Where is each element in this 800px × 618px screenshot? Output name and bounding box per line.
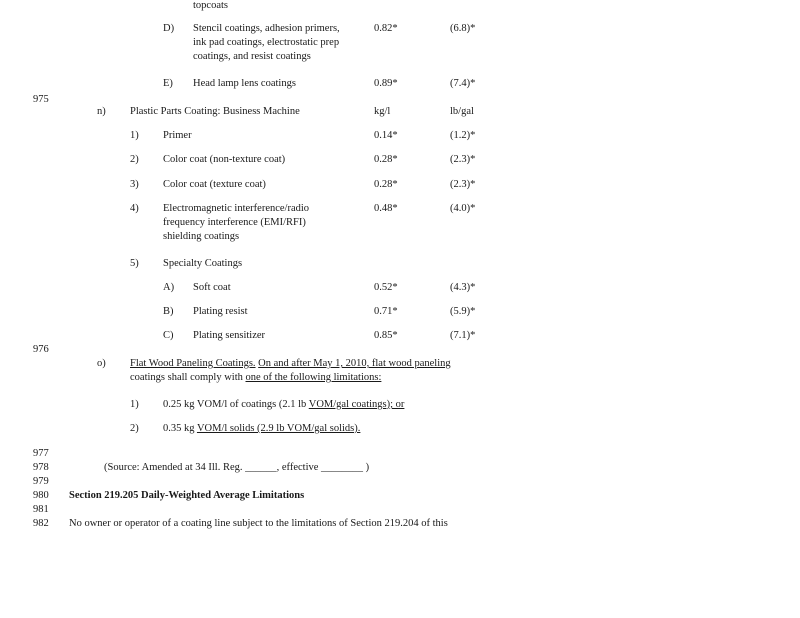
flat-wood-line2-pre: coatings shall comply with [130, 372, 243, 383]
line-number-979: 979 [33, 476, 49, 487]
line-number-975: 975 [33, 94, 49, 105]
o1-text [163, 398, 404, 412]
lb-unit: lb/gal [450, 106, 474, 117]
lb-value: (4.3)* [450, 282, 476, 293]
lb-value: (2.3)* [450, 154, 476, 165]
kg-value: 0.52* [374, 282, 398, 293]
item-desc: Color coat (non-texture coat) [163, 154, 286, 165]
item-number: 1) [130, 399, 139, 410]
kg-value: 0.71* [374, 306, 398, 317]
line-number-976: 976 [33, 344, 49, 355]
kg-value: 0.48* [374, 203, 398, 214]
lb-value: (5.9)* [450, 306, 476, 317]
item-desc-line: ink pad coatings, electrostatic prep [193, 37, 340, 48]
o2-text [163, 422, 360, 436]
section-heading: Section 219.205 Daily-Weighted Average Limitations [69, 490, 305, 501]
kg-value: 0.89* [374, 78, 398, 89]
lb-value: (2.3)* [450, 179, 476, 190]
item-desc-line: Stencil coatings, adhesion primers, [193, 23, 340, 34]
o2-pre: 0.35 kg [163, 423, 195, 434]
line-number-982: 982 [33, 518, 49, 529]
lb-value: (6.8)* [450, 23, 476, 34]
lb-value: (7.4)* [450, 78, 476, 89]
kg-unit: kg/l [374, 106, 391, 117]
item-desc-line: shielding coatings [163, 231, 240, 242]
item-desc: Color coat (texture coat) [163, 179, 266, 190]
item-desc: Plating sensitizer [193, 330, 266, 341]
line-number-978: 978 [33, 462, 49, 473]
lb-value: (7.1)* [450, 330, 476, 341]
topcoats-tail: topcoats [193, 0, 228, 11]
section-letter: o) [97, 358, 106, 369]
kg-value: 0.14* [374, 130, 398, 141]
kg-value: 0.28* [374, 154, 398, 165]
lb-value: (4.0)* [450, 203, 476, 214]
item-desc: Specialty Coatings [163, 258, 243, 269]
o1-pre: 0.25 kg VOM/l of coatings (2.1 lb [163, 399, 307, 410]
kg-value: 0.82* [374, 23, 398, 34]
item-letter: B) [163, 306, 174, 317]
flat-wood-paragraph [130, 357, 451, 371]
body-text: No owner or operator of a coating line subject to the limitations of Section 219.204 of this [69, 518, 448, 529]
item-number: 3) [130, 179, 139, 190]
line-number-981: 981 [33, 504, 49, 515]
item-letter: A) [163, 282, 175, 293]
flat-wood-line1: On and after May 1, 2010, flat wood paneling [258, 358, 451, 369]
line-number-980: 980 [33, 490, 49, 501]
kg-value: 0.85* [374, 330, 398, 341]
item-desc: Head lamp lens coatings [193, 78, 296, 89]
item-number: 1) [130, 130, 139, 141]
section-letter: n) [97, 106, 106, 117]
item-desc: Soft coat [193, 282, 231, 293]
flat-wood-line2-link: one of the following limitations: [245, 372, 382, 383]
category-title: Plastic Parts Coating: Business Machine [130, 106, 300, 117]
item-desc-line: frequency interference (EMI/RFI) [163, 217, 306, 228]
item-number: 2) [130, 154, 139, 165]
lb-value: (1.2)* [450, 130, 476, 141]
item-number: 4) [130, 203, 139, 214]
item-letter: C) [163, 330, 174, 341]
item-desc: Plating resist [193, 306, 248, 317]
item-desc: Primer [163, 130, 192, 141]
item-letter: D) [163, 23, 175, 34]
kg-value: 0.28* [374, 179, 398, 190]
item-number: 5) [130, 258, 139, 269]
item-letter: E) [163, 78, 173, 89]
o2-link: VOM/l solids (2.9 lb VOM/gal solids). [196, 423, 361, 434]
source-note: (Source: Amended at 34 Ill. Reg. ______, effective ________ ) [104, 462, 370, 473]
item-desc-line: coatings, and resist coatings [193, 51, 311, 62]
flat-wood-title: Flat Wood Paneling Coatings. [130, 358, 256, 369]
item-number: 2) [130, 423, 139, 434]
item-desc-line: Electromagnetic interference/radio [163, 203, 310, 214]
flat-wood-line2 [130, 371, 381, 385]
line-number-977: 977 [33, 448, 49, 459]
o1-link: VOM/gal coatings); or [308, 399, 405, 410]
